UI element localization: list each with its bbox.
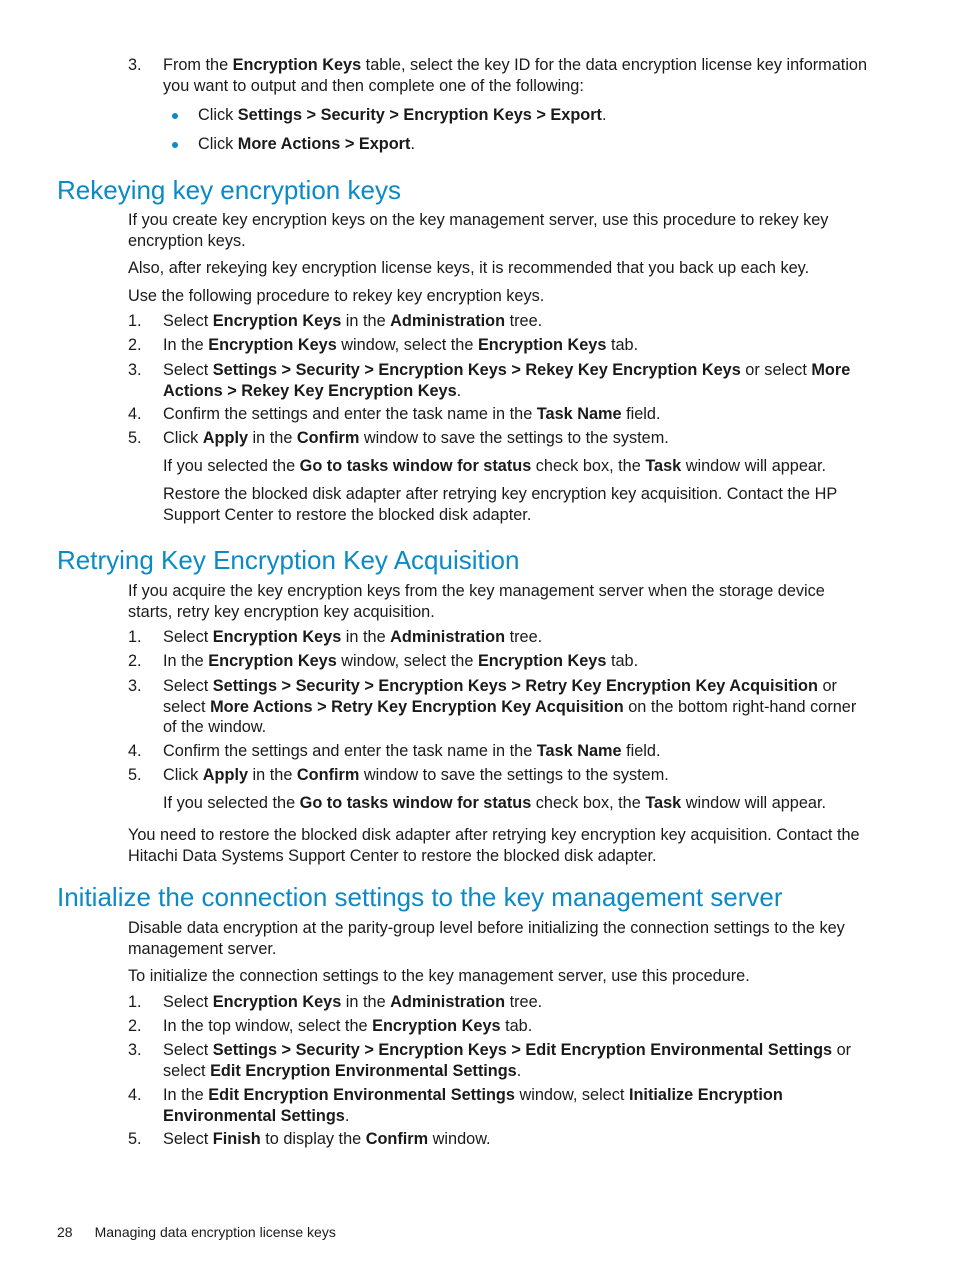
step-number: 4. bbox=[128, 405, 142, 423]
step-number: 1. bbox=[128, 312, 142, 330]
step-number: 3. bbox=[128, 677, 142, 695]
step-number: 1. bbox=[128, 993, 142, 1011]
step-text: Click Apply in the Confirm window to save the settings to the system. bbox=[163, 766, 669, 784]
step-text: From the Encryption Keys table, select the key ID for the data encryption license key information you want to output and then complete one of the following: bbox=[163, 56, 868, 95]
step-text: Click Apply in the Confirm window to save the settings to the system. bbox=[163, 429, 669, 447]
ui-term: Encryption Keys bbox=[212, 628, 342, 646]
bullet-text: Click Settings > Security > Encryption Keys > Export. bbox=[198, 106, 607, 124]
ui-term: Confirm bbox=[296, 766, 360, 784]
ui-term: Encryption Keys bbox=[212, 312, 342, 330]
step-number: 3. bbox=[128, 56, 142, 74]
step-note: Restore the blocked disk adapter after retrying key encryption key acquisition. Contact the HP Support Center to restore the blocked disk adapter. bbox=[163, 485, 837, 524]
step-text: In the Edit Encryption Environmental Settings window, select Initialize Encryption Environmental Settings. bbox=[163, 1086, 783, 1125]
step-number: 1. bbox=[128, 628, 142, 646]
bullet-text: Click More Actions > Export. bbox=[198, 135, 415, 153]
ui-term: Administration bbox=[390, 312, 506, 330]
ui-term: Finish bbox=[212, 1130, 261, 1148]
ui-term: Edit Encryption Environmental Settings bbox=[208, 1086, 515, 1104]
paragraph: Use the following procedure to rekey key encryption keys. bbox=[128, 287, 545, 305]
step-text: Select Settings > Security > Encryption Keys > Retry Key Encryption Key Acquisition or select More Actions > Retry Key Encryption Key Acquisition on the bottom right-hand corner of the window. bbox=[163, 677, 857, 736]
step-number: 5. bbox=[128, 766, 142, 784]
ui-term: Administration bbox=[390, 628, 506, 646]
section-heading: Retrying Key Encryption Key Acquisition bbox=[57, 545, 520, 575]
ui-term: Go to tasks window for status bbox=[299, 794, 532, 812]
step-text: Select Settings > Security > Encryption Keys > Edit Encryption Environmental Settings or select Edit Encryption Environmental Settings. bbox=[163, 1041, 852, 1080]
step-text: Select Settings > Security > Encryption Keys > Rekey Key Encryption Keys or select More Actions > Rekey Key Encryption Keys. bbox=[163, 361, 851, 400]
paragraph: If you acquire the key encryption keys from the key management server when the storage device starts, retry key encryption key acquisition. bbox=[128, 582, 825, 621]
ui-term: Task bbox=[645, 794, 682, 812]
ui-term: Encryption Keys bbox=[208, 652, 337, 670]
ui-term: Encryption Keys bbox=[208, 336, 337, 354]
ui-term: Go to tasks window for status bbox=[299, 457, 532, 475]
ui-term: Encryption Keys bbox=[372, 1017, 501, 1035]
section-heading: Rekeying key encryption keys bbox=[57, 175, 401, 205]
step-text: Select Finish to display the Confirm window. bbox=[163, 1130, 491, 1148]
page-footer bbox=[57, 1223, 336, 1241]
step-text: Select Encryption Keys in the Administration tree. bbox=[163, 312, 543, 330]
step-number: 3. bbox=[128, 1041, 142, 1059]
ui-term: Confirm bbox=[296, 429, 360, 447]
step-number: 2. bbox=[128, 1017, 142, 1035]
ui-term: Edit Encryption Environmental Settings bbox=[210, 1061, 517, 1080]
step-number: 2. bbox=[128, 652, 142, 670]
ui-term: Task bbox=[645, 457, 682, 475]
ui-term: Settings > Security > Encryption Keys > Retry Key Encryption Key Acquisition bbox=[212, 677, 818, 695]
ui-term: More Actions > Export bbox=[237, 135, 411, 153]
ui-term: Task Name bbox=[536, 405, 622, 423]
step-text: Select Encryption Keys in the Administration tree. bbox=[163, 993, 543, 1011]
ui-term: Encryption Keys bbox=[477, 336, 607, 354]
chapter-title: Managing data encryption license keys bbox=[94, 1224, 336, 1240]
step-number: 4. bbox=[128, 742, 142, 760]
paragraph: Also, after rekeying key encryption license keys, it is recommended that you back up each key. bbox=[128, 259, 810, 277]
ui-term: Settings > Security > Encryption Keys > Edit Encryption Environmental Settings bbox=[212, 1041, 833, 1059]
step-number: 5. bbox=[128, 1130, 142, 1148]
section-heading: Initialize the connection settings to the key management server bbox=[57, 882, 783, 912]
ui-term: More Actions > Rekey Key Encryption Keys bbox=[163, 361, 851, 400]
ui-term: Encryption Keys bbox=[212, 993, 342, 1011]
step-note: If you selected the Go to tasks window for status check box, the Task window will appear. bbox=[163, 457, 827, 475]
step-text: Confirm the settings and enter the task name in the Task Name field. bbox=[163, 742, 661, 760]
bullet-dot-icon bbox=[172, 142, 178, 148]
paragraph: You need to restore the blocked disk adapter after retrying key encryption key acquisition. Contact the Hitachi Data Systems Support Center to restore the blocked disk adapter. bbox=[128, 826, 860, 865]
paragraph: Disable data encryption at the parity-group level before initializing the connection settings to the key management server. bbox=[128, 919, 845, 958]
ui-term: Settings > Security > Encryption Keys > Rekey Key Encryption Keys bbox=[212, 361, 741, 379]
ui-term: More Actions > Retry Key Encryption Key Acquisition bbox=[210, 697, 624, 716]
ui-term: Encryption Keys bbox=[232, 56, 362, 74]
ui-term: Initialize Encryption Environmental Settings bbox=[163, 1086, 783, 1125]
ui-term: Apply bbox=[202, 429, 249, 447]
ui-term: Encryption Keys bbox=[477, 652, 607, 670]
ui-term: Task Name bbox=[536, 742, 622, 760]
step-number: 2. bbox=[128, 336, 142, 354]
ui-term: Administration bbox=[390, 993, 506, 1011]
paragraph: To initialize the connection settings to the key management server, use this procedure. bbox=[128, 967, 750, 985]
paragraph: If you create key encryption keys on the key management server, use this procedure to rekey key encryption keys. bbox=[128, 211, 829, 250]
step-text: Select Encryption Keys in the Administration tree. bbox=[163, 628, 543, 646]
bullet-dot-icon bbox=[172, 113, 178, 119]
step-number: 4. bbox=[128, 1086, 142, 1104]
step-text: In the Encryption Keys window, select the Encryption Keys tab. bbox=[163, 336, 639, 354]
step-text: Confirm the settings and enter the task name in the Task Name field. bbox=[163, 405, 661, 423]
step-number: 5. bbox=[128, 429, 142, 447]
step-text: In the Encryption Keys window, select the Encryption Keys tab. bbox=[163, 652, 639, 670]
step-number: 3. bbox=[128, 361, 142, 379]
step-note: If you selected the Go to tasks window for status check box, the Task window will appear. bbox=[163, 794, 827, 812]
step-text: In the top window, select the Encryption Keys tab. bbox=[163, 1017, 533, 1035]
ui-term: Apply bbox=[202, 766, 249, 784]
page-number: 28 bbox=[57, 1224, 73, 1240]
ui-term: Settings > Security > Encryption Keys > Export bbox=[237, 106, 602, 124]
ui-term: Confirm bbox=[365, 1130, 429, 1148]
